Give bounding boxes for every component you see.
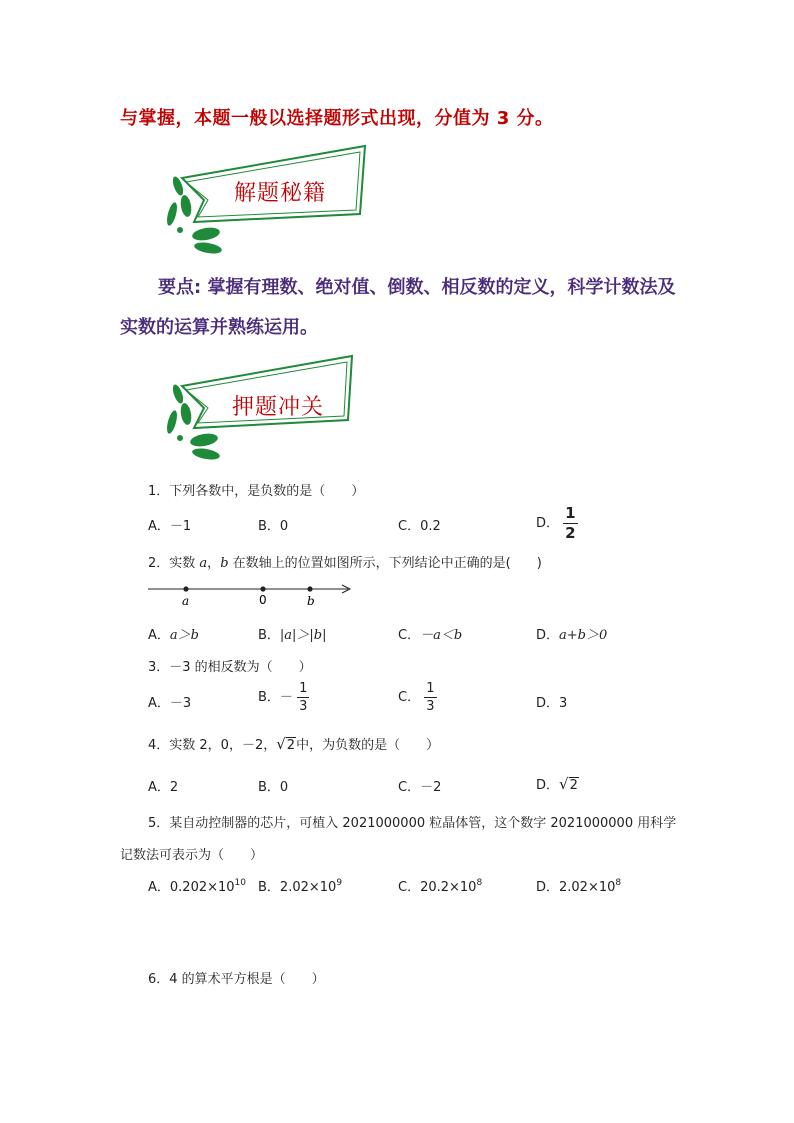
option-prefix: A． — [148, 628, 170, 643]
q2-option-d — [536, 624, 607, 643]
keypoint-paragraph: 要点: 掌握有理数、绝对值、倒数、相反数的定义，科学计数法及实数的运算并熟练运用。 — [120, 277, 676, 338]
point-zero — [260, 586, 265, 591]
q5-option-b — [258, 876, 342, 895]
q2-option-b — [258, 624, 327, 643]
fraction-numerator: 1 — [299, 681, 308, 696]
q2-option-a — [148, 624, 199, 643]
intro-line: 与掌握，本题一般以选择题形式出现，分值为 3 分。 — [120, 108, 554, 129]
option-prefix: C． — [398, 690, 421, 705]
option-exponent: 10 — [234, 878, 246, 888]
sqrt-symbol-icon: √ — [276, 735, 286, 753]
option-base: D．2.02×10 — [536, 880, 616, 895]
option-expr: |a|＞|b| — [279, 628, 327, 643]
option-exponent: 8 — [476, 878, 483, 888]
fraction — [297, 682, 309, 713]
fraction-numerator: 1 — [565, 504, 576, 522]
q3-option-b — [258, 682, 309, 713]
q5-option-a — [148, 876, 246, 895]
option-base: C．20.2×10 — [398, 880, 477, 895]
banner-practice — [160, 352, 400, 472]
option-exponent: 8 — [615, 878, 622, 888]
option-prefix: D． — [536, 778, 560, 793]
point-b — [307, 586, 312, 591]
q3-option-a: A．－3 — [148, 696, 192, 711]
q5-option-d — [536, 876, 621, 895]
number-line-figure — [146, 580, 356, 610]
question-4-stem — [148, 734, 439, 753]
q3-option-c — [398, 682, 437, 713]
q4-option-c: C．－2 — [398, 780, 442, 795]
label-zero: 0 — [259, 593, 267, 607]
q4-option-b: B．0 — [258, 780, 289, 795]
fraction-denominator: 3 — [299, 699, 308, 714]
fraction-denominator: 2 — [565, 524, 576, 542]
q1-option-a: A．－1 — [148, 519, 192, 534]
sqrt-argument: 2 — [286, 738, 296, 753]
banner-title: 押题冲关 — [232, 395, 325, 420]
option-exponent: 9 — [336, 878, 343, 888]
option-expr: －a＜b — [420, 628, 463, 643]
question-3-stem: 3．－3 的相反数为（ ） — [148, 660, 312, 675]
q3-option-d: D．3 — [536, 696, 568, 711]
option-expr: a＞b — [169, 628, 199, 643]
option-expr: a+b＞0 — [559, 628, 608, 643]
banner-solving-tips — [160, 142, 400, 262]
question-2-stem — [148, 552, 542, 571]
stem-prefix: 2．实数 — [148, 556, 200, 571]
stem-suffix: 在数轴上的位置如图所示，下列结论中正确的是( ) — [228, 556, 542, 571]
banner-title: 解题秘籍 — [234, 181, 327, 206]
q1-option-b: B．0 — [258, 519, 289, 534]
fraction — [563, 506, 577, 541]
option-prefix: D． — [536, 628, 560, 643]
q5-option-c — [398, 876, 482, 895]
sqrt-argument: 2 — [569, 778, 578, 793]
stem-prefix: 4．实数 2，0，－2， — [148, 738, 277, 753]
option-prefix: D． — [536, 516, 560, 531]
separator: ， — [207, 556, 221, 571]
sqrt-symbol-icon: √ — [559, 775, 569, 793]
point-a — [183, 586, 188, 591]
fraction-numerator: 1 — [426, 681, 435, 696]
label-b: b — [307, 594, 315, 608]
fraction — [424, 682, 436, 713]
variable-a: a — [199, 556, 208, 571]
fraction-denominator: 3 — [426, 699, 435, 714]
q4-option-d — [536, 774, 579, 793]
q2-option-c — [398, 624, 462, 643]
option-base: B．2.02×10 — [258, 880, 337, 895]
q1-option-d — [536, 506, 578, 541]
question-5-stem-line1: 5．某自动控制器的芯片，可植入 2021000000 粒晶体管，这个数字 2021000000 用科学 — [148, 816, 677, 831]
variable-b: b — [220, 556, 229, 571]
option-base: A．0.202×10 — [148, 880, 235, 895]
q4-option-a: A．2 — [148, 780, 179, 795]
option-prefix: B．－ — [258, 690, 293, 705]
option-prefix: B． — [258, 628, 280, 643]
stem-suffix: 中，为负数的是（ ） — [296, 738, 440, 753]
label-a: a — [182, 594, 190, 608]
q1-option-c: C．0.2 — [398, 519, 441, 534]
question-1-stem: 1．下列各数中，是负数的是（ ） — [148, 484, 365, 499]
option-prefix: C． — [398, 628, 421, 643]
question-5-stem-line2: 记数法可表示为（ ） — [120, 848, 264, 863]
question-6-stem: 6．4 的算术平方根是（ ） — [148, 972, 325, 987]
